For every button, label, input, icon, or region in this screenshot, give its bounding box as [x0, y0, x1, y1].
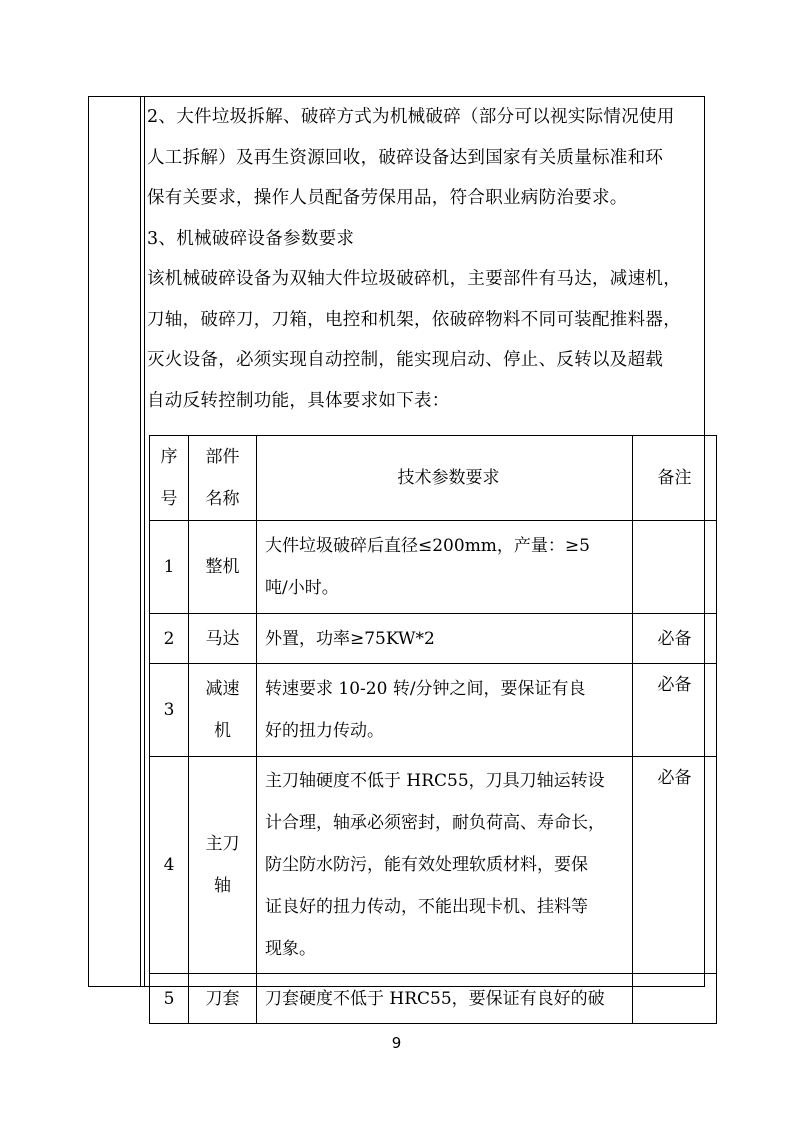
row-name	[189, 664, 257, 757]
tech-line: 主刀轴硬度不低于 HRC55，刀具刀轴运转设	[265, 771, 605, 791]
row-tech	[257, 521, 633, 614]
body-line: 灭火设备，必须实现自动控制，能实现启动、停止、反转以及超载	[147, 350, 664, 370]
row-name-line2: 机	[214, 721, 231, 741]
row-tech	[257, 664, 633, 757]
row-note	[633, 521, 717, 614]
row-name-line2: 轴	[214, 876, 231, 896]
row-no: 4	[150, 757, 189, 974]
tech-line: 转速要求 10-20 转/分钟之间，要保证有良	[265, 679, 586, 699]
table-row	[150, 974, 717, 1024]
body-line: 自动反转控制功能，具体要求如下表：	[147, 390, 450, 411]
header-name-line2: 名称	[205, 489, 240, 509]
row-name: 刀套	[189, 974, 257, 1024]
body-line: 人工拆解）及再生资源回收，破碎设备达到国家有关质量标准和环	[147, 147, 664, 168]
header-no-line1: 序	[160, 447, 178, 467]
header-note: 备注	[633, 436, 717, 521]
body-line: 2、大件垃圾拆解、破碎方式为机械破碎（部分可以视实际情况使用	[147, 107, 675, 127]
outer-table-frame	[88, 96, 705, 1009]
row-no: 1	[150, 521, 189, 614]
row-note: 必备	[633, 614, 717, 664]
header-no	[150, 436, 189, 521]
row-tech	[257, 757, 633, 974]
row-tech	[257, 614, 633, 664]
left-column-divider	[140, 97, 141, 986]
table-header-row	[150, 436, 717, 521]
tech-line: 防尘防水防污，能有效处理软质材料，要保	[265, 855, 588, 875]
table-row	[150, 521, 717, 614]
row-note: 必备	[633, 664, 717, 757]
page-number: 9	[391, 1034, 402, 1052]
tech-line: 证良好的扭力传动，不能出现卡机、挂料等	[265, 897, 588, 917]
header-no-line2: 号	[160, 489, 178, 509]
tech-line: 吨/小时。	[265, 578, 339, 598]
row-no: 2	[150, 614, 189, 664]
body-text	[147, 97, 702, 421]
tech-line: 好的扭力传动。	[265, 721, 384, 741]
tech-line: 大件垃圾破碎后直径≤200mm，产量：≥5	[265, 536, 590, 556]
tech-line: 外置，功率≥75KW*2	[265, 628, 435, 649]
header-name-line1: 部件	[205, 447, 240, 467]
header-name	[189, 436, 257, 521]
row-tech	[257, 974, 633, 1024]
row-name-line1: 主刀	[205, 834, 240, 854]
left-column-divider-inner	[144, 97, 145, 986]
spec-table	[149, 435, 717, 1024]
row-name: 整机	[189, 521, 257, 614]
tech-line: 刀套硬度不低于 HRC55，要保证有良好的破	[265, 988, 605, 1009]
table-row	[150, 614, 717, 664]
row-note	[633, 974, 717, 1024]
row-no: 3	[150, 664, 189, 757]
section-heading: 3、机械破碎设备参数要求	[147, 228, 355, 249]
row-name	[189, 757, 257, 974]
row-no: 5	[150, 974, 189, 1024]
table-row	[150, 664, 717, 757]
row-name-line1: 减速	[205, 679, 240, 699]
header-tech: 技术参数要求	[257, 436, 633, 521]
body-line: 保有关要求，操作人员配备劳保用品，符合职业病防治要求。	[147, 188, 628, 208]
tech-line: 现象。	[265, 939, 316, 959]
row-name: 马达	[189, 614, 257, 664]
row-note: 必备	[633, 757, 717, 974]
table-row	[150, 757, 717, 974]
body-line: 该机械破碎设备为双轴大件垃圾破碎机，主要部件有马达，减速机，	[147, 269, 681, 289]
tech-line: 计合理，轴承必须密封，耐负荷高、寿命长，	[265, 813, 605, 833]
body-line: 刀轴，破碎刀，刀箱，电控和机架，依破碎物料不同可装配推料器，	[147, 309, 681, 330]
